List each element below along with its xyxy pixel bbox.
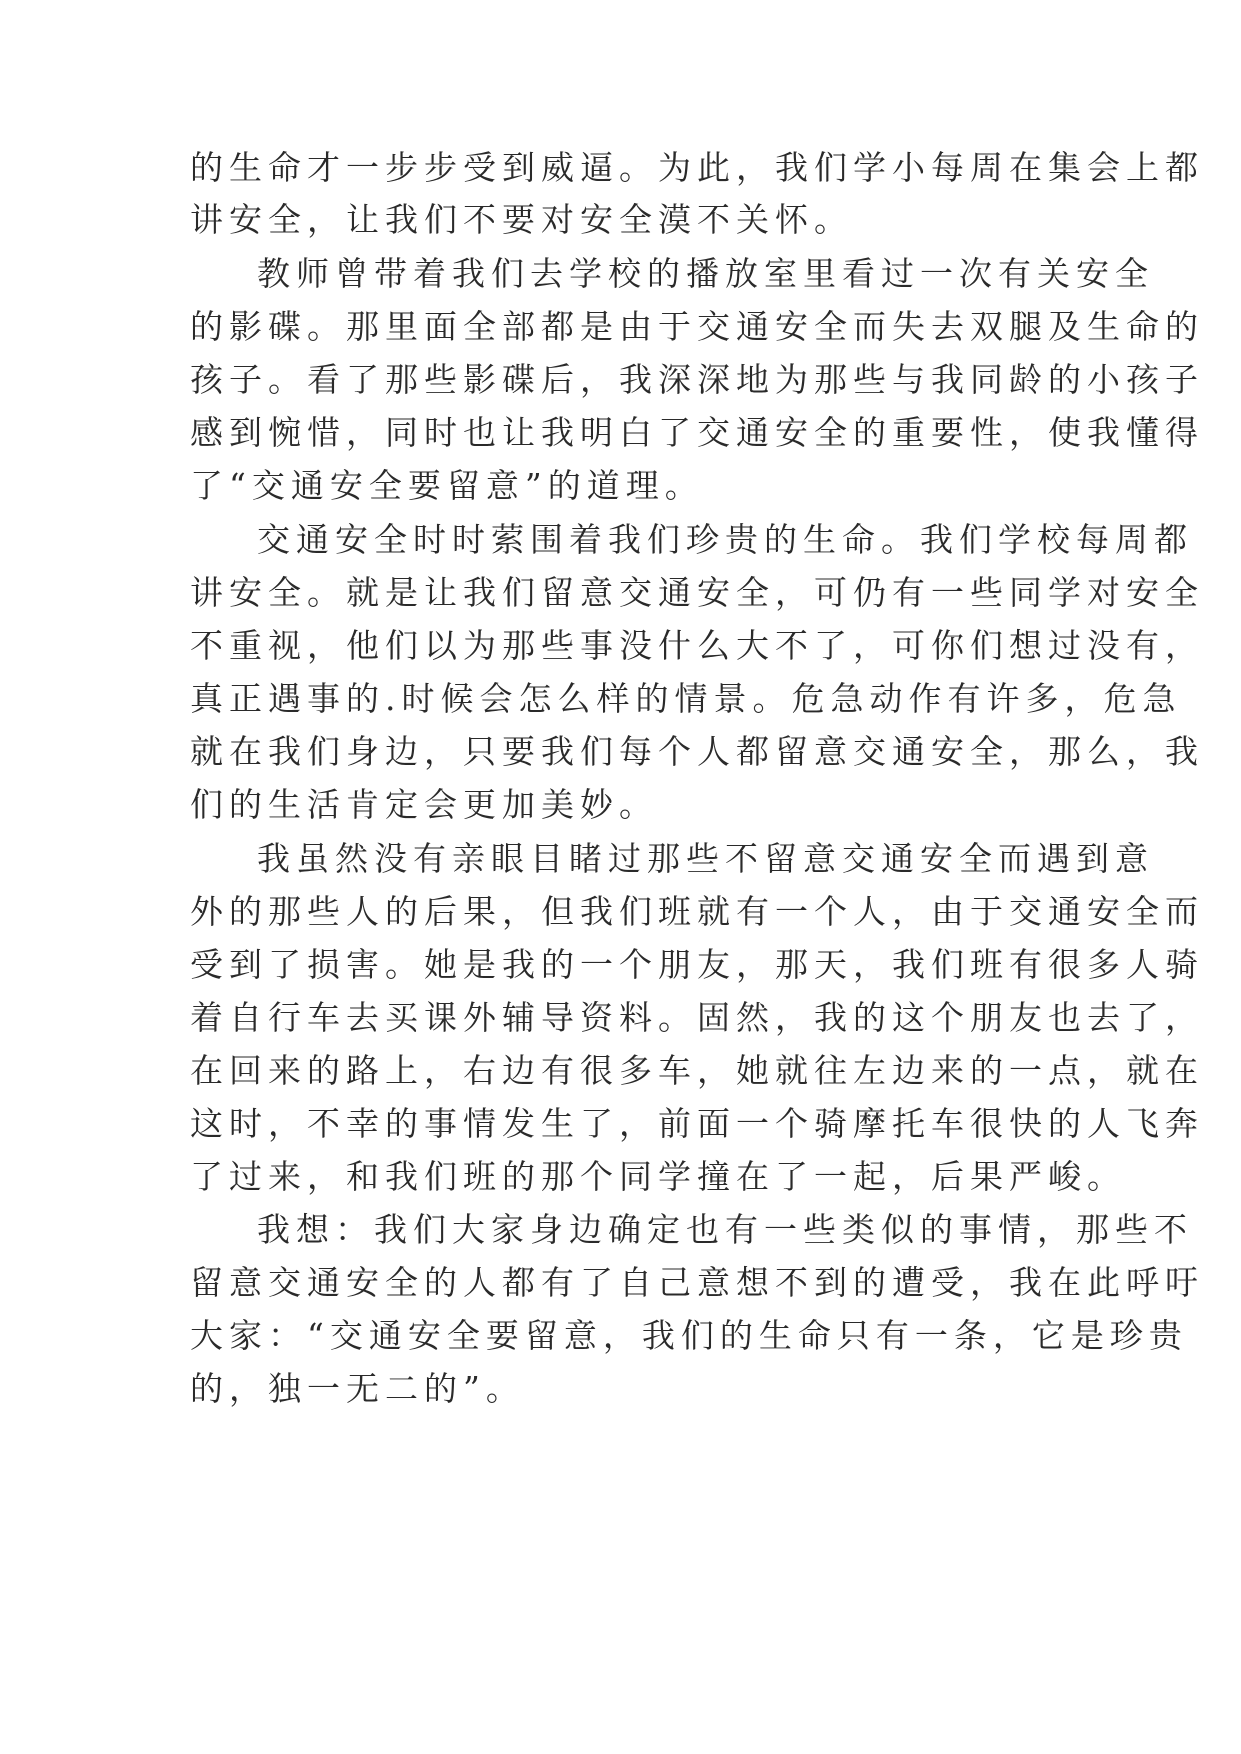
text-line: 孩子。看了那些影碟后，我深深地为那些与我同龄的小孩子 <box>190 360 1204 399</box>
text-line: 了“交通安全要留意”的道理。 <box>190 466 704 505</box>
text-line: 就在我们身边，只要我们每个人都留意交通安全，那么，我 <box>190 732 1204 771</box>
text-line: 的影碟。那里面全部都是由于交通安全而失去双腿及生命的 <box>190 307 1204 346</box>
text-line: 的，独一无二的”。 <box>190 1369 525 1408</box>
paragraph-start-line: 交通安全时时萦围着我们珍贵的生命。我们学校每周都 <box>257 520 1193 559</box>
text-line: 了过来，和我们班的那个同学撞在了一起，后果严峻。 <box>190 1157 1126 1196</box>
text-line: 讲安全，让我们不要对安全漠不关怀。 <box>190 200 853 239</box>
text-line: 真正遇事的.时候会怎么样的情景。危急动作有许多，危急 <box>190 679 1182 718</box>
text-line: 讲安全。就是让我们留意交通安全，可仍有一些同学对安全 <box>190 573 1204 612</box>
text-line: 不重视，他们以为那些事没什么大不了，可你们想过没有， <box>190 626 1204 665</box>
text-line: 的生命才一步步受到威逼。为此，我们学小每周在集会上都 <box>190 148 1204 187</box>
paragraph-start-line: 教师曾带着我们去学校的播放室里看过一次有关安全 <box>257 254 1154 293</box>
paragraph-start-line: 我想：我们大家身边确定也有一些类似的事情，那些不 <box>257 1210 1193 1249</box>
text-line: 留意交通安全的人都有了自己意想不到的遭受，我在此呼吁 <box>190 1263 1204 1302</box>
text-line: 这时，不幸的事情发生了，前面一个骑摩托车很快的人飞奔 <box>190 1104 1204 1143</box>
text-line: 感到惋惜，同时也让我明白了交通安全的重要性，使我懂得 <box>190 413 1204 452</box>
text-line: 外的那些人的后果，但我们班就有一个人，由于交通安全而 <box>190 892 1204 931</box>
text-line: 们的生活肯定会更加美妙。 <box>190 785 658 824</box>
text-line: 大家：“交通安全要留意，我们的生命只有一条，它是珍贵 <box>190 1316 1188 1355</box>
text-line: 在回来的路上，右边有很多车，她就往左边来的一点，就在 <box>190 1051 1204 1090</box>
text-line: 着自行车去买课外辅导资料。固然，我的这个朋友也去了， <box>190 998 1204 1037</box>
text-line: 受到了损害。她是我的一个朋友，那天，我们班有很多人骑 <box>190 945 1204 984</box>
paragraph-start-line: 我虽然没有亲眼目睹过那些不留意交通安全而遇到意 <box>257 839 1154 878</box>
